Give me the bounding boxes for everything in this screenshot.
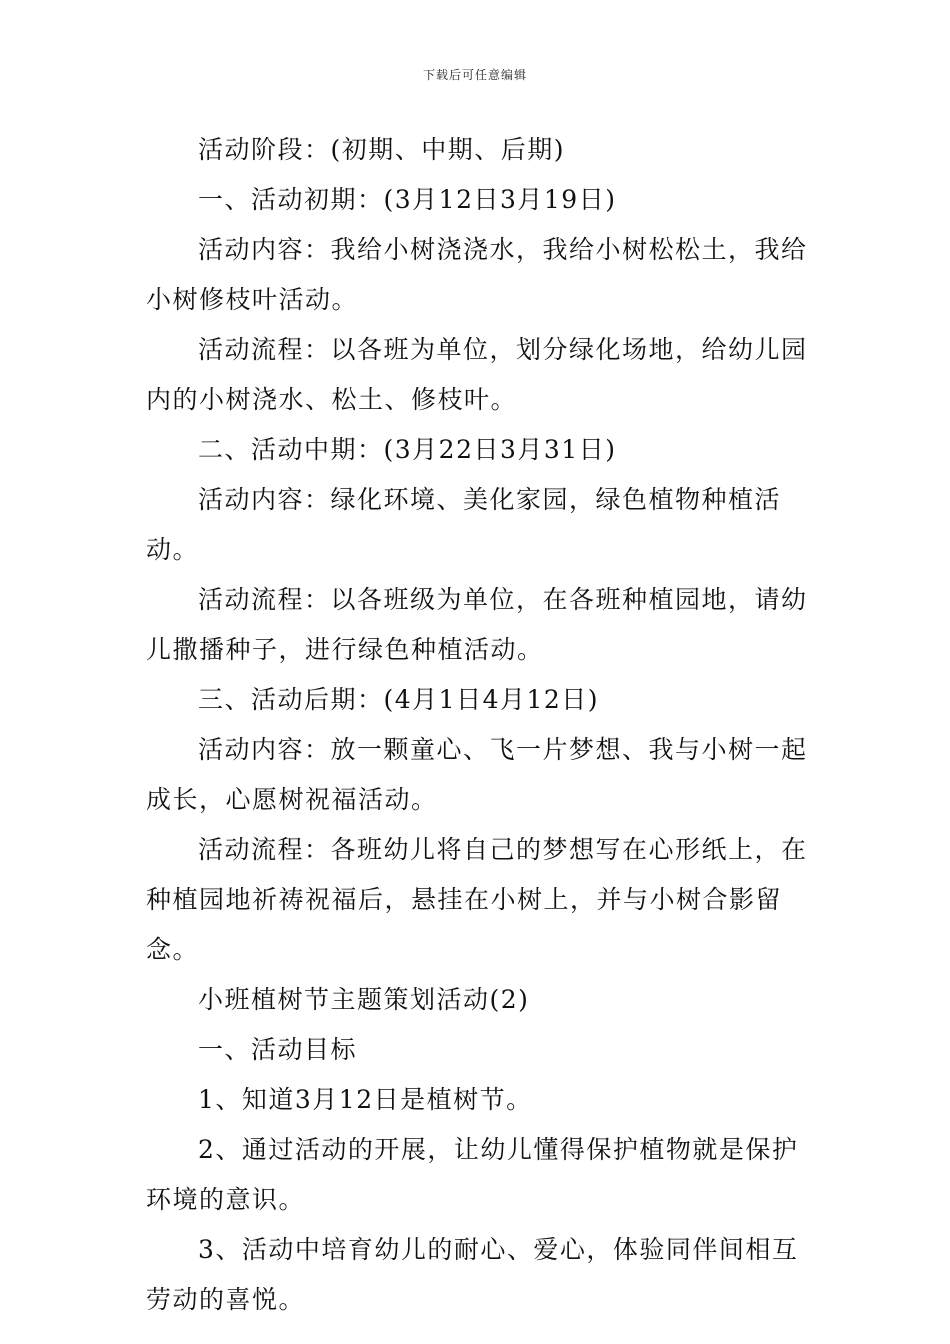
paragraph-early-stage-process: 活动流程：以各班为单位，划分绿化场地，给幼儿园内的小树浇水、松土、修枝叶。 <box>146 335 808 414</box>
paragraph-goal-3: 3、活动中培育幼儿的耐心、爱心，体验同伴间相互劳动的喜悦。 <box>146 1235 799 1314</box>
paragraph-goals-heading: 一、活动目标 <box>198 1035 358 1064</box>
document-body <box>146 125 810 1325</box>
paragraph-section-title: 小班植树节主题策划活动(2) <box>198 985 530 1014</box>
paragraph-activity-stages: 活动阶段：(初期、中期、后期) <box>198 135 566 164</box>
paragraph-goal-1: 1、知道3月12日是植树节。 <box>198 1085 533 1114</box>
page-header: 下载后可任意编辑 <box>422 68 527 82</box>
paragraph-late-stage-content: 活动内容：放一颗童心、飞一片梦想、我与小树一起成长，心愿树祝福活动。 <box>146 735 808 814</box>
paragraph-early-stage-content: 活动内容：我给小树浇浇水，我给小树松松土，我给小树修枝叶活动。 <box>146 235 808 314</box>
paragraph-goal-2: 2、通过活动的开展，让幼儿懂得保护植物就是保护环境的意识。 <box>146 1135 799 1214</box>
paragraph-middle-stage-process: 活动流程：以各班级为单位，在各班种植园地，请幼儿撒播种子，进行绿色种植活动。 <box>146 585 808 664</box>
paragraph-early-stage-heading: 一、活动初期：(3月12日3月19日) <box>198 185 617 214</box>
paragraph-late-stage-process: 活动流程：各班幼儿将自己的梦想写在心形纸上，在种植园地祈祷祝福后，悬挂在小树上，并与小树合影留念。 <box>146 835 808 964</box>
paragraph-late-stage-heading: 三、活动后期：(4月1日4月12日) <box>198 685 600 714</box>
paragraph-middle-stage-heading: 二、活动中期：(3月22日3月31日) <box>198 435 617 464</box>
paragraph-middle-stage-content: 活动内容：绿化环境、美化家园，绿色植物种植活动。 <box>146 485 782 564</box>
